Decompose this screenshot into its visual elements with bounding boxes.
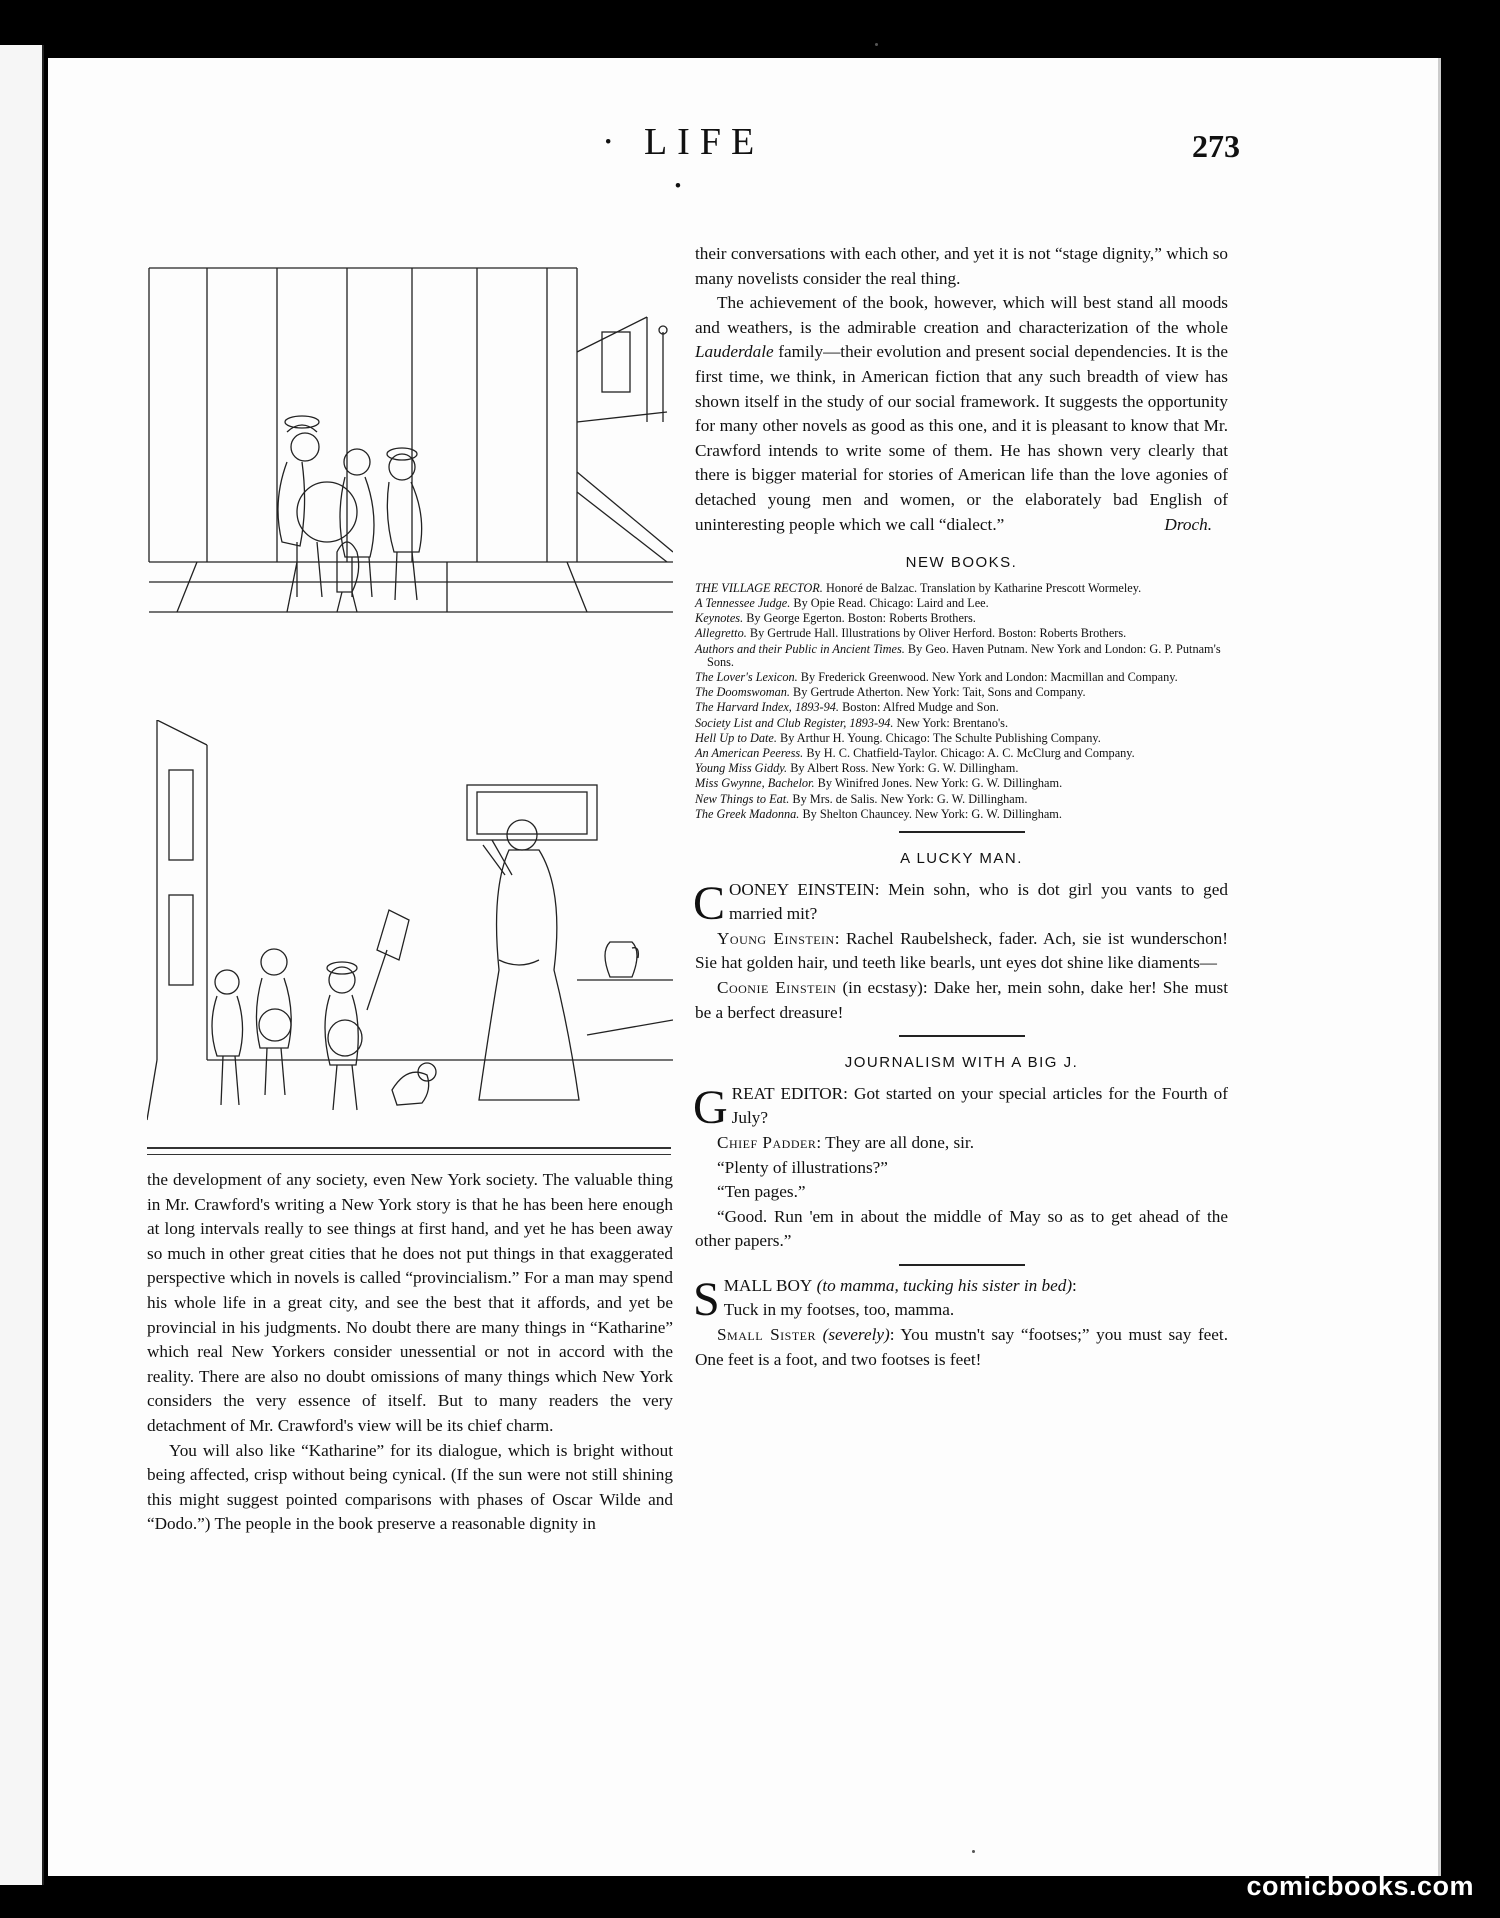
book-title: New Things to Eat.: [695, 791, 790, 806]
speaker-cooney: OONEY EINSTEIN: [729, 879, 875, 899]
journalism-line-5: “Good. Run 'em in about the middle of May so as to get ahead of the other papers.”: [695, 1206, 1228, 1251]
speaker-great-editor: REAT EDITOR: [731, 1083, 844, 1103]
book-entry: [695, 793, 1228, 806]
lucky-man-line-3: [695, 976, 1228, 1025]
book-details: New York: Brentano's.: [893, 715, 1009, 730]
book-title: Allegretto.: [695, 626, 747, 641]
book-entry: [695, 686, 1228, 699]
small-boy-colon: :: [1072, 1275, 1077, 1295]
review-signature: Droch.: [1164, 514, 1212, 534]
speaker-young-einstein: Young Einstein: [717, 928, 835, 948]
speaker-small-boy: MALL BOY: [723, 1275, 813, 1295]
journalism-line-2: [695, 1131, 1228, 1156]
section-rule: [899, 831, 1025, 833]
watermark: comicbooks.com: [1246, 1871, 1474, 1901]
book-entry: [695, 643, 1228, 669]
book-entry: [695, 612, 1228, 625]
book-details: By Winifred Jones. New York: G. W. Dillingham.: [814, 776, 1063, 791]
lucky-man-line-3-text: (in ecstasy): Dake her, mein sohn, dake her! She must be a berfect dreasure!: [695, 977, 1228, 1022]
lauderdale-italic: Lauderdale: [695, 342, 774, 362]
section-rule: [899, 1264, 1025, 1266]
right-paragraph-2a: The achievement of the book, however, which will best stand all moods and weathers, is the admirable creation and characterization of the whole: [695, 293, 1228, 337]
drop-cap-c: C: [693, 876, 726, 930]
small-boy-line-2-text: : You mustn't say “footses;” you must say feet. One feet is a foot, and two footses is feet!: [695, 1325, 1229, 1369]
small-boy-line-1: [693, 1272, 1228, 1326]
book-details: By Mrs. de Salis. New York: G. W. Dillingham.: [789, 791, 1028, 806]
book-details: By Albert Ross. New York: G. W. Dillingham.: [787, 761, 1019, 776]
small-boy-line-2: [695, 1323, 1228, 1372]
book-entry: [695, 717, 1228, 730]
left-paragraph-1: the development of any society, even New York society. The valuable thing in Mr. Crawford's writing a New York story is that he has been here enough at long intervals really to see things at first hand, and yet he has been away so much in other great cities that he does not put things in that exaggerated perspective which in novels is called “provincialism.” For a man may spend his whole life in a great city, and see the best that it affords, and yet be provincial in his judgments. No doubt there are many things in “Katharine” which real New Yorkers consider unessential or not in accord with the reality. There are also no doubt omissions of many things which New York considers the very essence of itself. But to many readers the very detachment of Mr. Crawford's view will be its chief charm.: [147, 1170, 673, 1435]
book-title: Hell Up to Date.: [695, 730, 777, 745]
book-details: By Gertrude Atherton. New York: Tait, Sons and Company.: [789, 685, 1086, 700]
book-entry: [695, 701, 1228, 714]
book-entry: [695, 627, 1228, 640]
lucky-man-line-1: [693, 876, 1228, 930]
adjacent-page-edge: [0, 45, 44, 1885]
illustration-boys-street-svg: [147, 262, 673, 632]
right-column: [695, 242, 1228, 1372]
journalism-line-2-text: : They are all done, sir.: [816, 1132, 974, 1152]
left-column: [147, 1168, 673, 1537]
book-entry: [695, 777, 1228, 790]
book-entry: [695, 671, 1228, 684]
book-title: THE VILLAGE RECTOR.: [695, 580, 823, 595]
journalism-line-4: “Ten pages.”: [717, 1182, 806, 1202]
print-speck: [875, 43, 878, 46]
speaker-coonie-einstein: Coonie Einstein: [717, 977, 837, 997]
masthead-title: · LIFE ·: [601, 121, 765, 207]
page-number: 273: [1192, 128, 1240, 164]
book-details: By Opie Read. Chicago: Laird and Lee.: [790, 595, 989, 610]
book-title: The Harvard Index, 1893-94.: [695, 700, 840, 715]
book-title: Authors and their Public in Ancient Times.: [695, 641, 905, 656]
book-details: By Frederick Greenwood. New York and London: Macmillan and Company.: [797, 669, 1178, 684]
journalism-line-1: [693, 1080, 1228, 1134]
book-entry: [695, 582, 1228, 595]
book-details: By Arthur H. Young. Chicago: The Schulte Publishing Company.: [776, 730, 1101, 745]
book-title: A Tennessee Judge.: [695, 595, 791, 610]
illustration-boys-and-woman: [147, 720, 673, 1125]
lucky-man-line-2: [695, 927, 1228, 976]
journalism-heading: JOURNALISM WITH A BIG J.: [844, 1054, 1079, 1072]
book-entry: [695, 747, 1228, 760]
book-entry: [695, 762, 1228, 775]
small-boy-line-1-text: Tuck in my footses, too, mamma.: [723, 1300, 955, 1320]
book-details: By George Egerton. Boston: Roberts Brothers.: [743, 611, 976, 626]
book-title: The Lover's Lexicon.: [695, 669, 798, 684]
illustration-boys-street: [147, 262, 673, 632]
new-books-heading: NEW BOOKS.: [905, 554, 1018, 572]
book-title: Young Miss Giddy.: [695, 761, 788, 776]
speaker-small-sister: Small Sister: [717, 1325, 817, 1345]
journalism-line-1-text: : Got started on your special articles for the Fourth of July?: [731, 1083, 1228, 1128]
book-details: By Gertrude Hall. Illustrations by Oliver Herford. Boston: Roberts Brothers.: [746, 626, 1127, 641]
book-details: By Shelton Chauncey. New York: G. W. Dillingham.: [799, 806, 1062, 821]
drop-cap-s: S: [693, 1272, 720, 1326]
illustration-divider: [147, 1147, 671, 1155]
section-rule: [899, 1035, 1025, 1037]
book-entry: [695, 597, 1228, 610]
book-title: The Doomswoman.: [695, 685, 790, 700]
print-speck: [972, 1850, 975, 1853]
book-details: Honoré de Balzac. Translation by Katharine Prescott Wormeley.: [822, 580, 1142, 595]
small-sister-stage-direction: (severely): [816, 1325, 890, 1345]
right-paragraph-1: their conversations with each other, and yet it is not “stage dignity,” which so many novelists consider the real thing.: [695, 244, 1228, 288]
small-boy-stage-direction: (to mamma, tucking his sister in bed): [812, 1275, 1073, 1295]
drop-cap-g: G: [693, 1080, 728, 1134]
left-paragraph-2: You will also like “Katharine” for its dialogue, which is bright without being affected, crisp without being cynical. (If the sun were not still shining this might suggest pointed comparisons with phases of Oscar Wilde and “Dodo.”) The people in the book preserve a reasonable dignity in: [147, 1440, 673, 1534]
book-entry: [695, 732, 1228, 745]
illustration-boys-and-woman-svg: [147, 720, 673, 1125]
right-paragraph-2b: family—their evolution and present social dependencies. It is the first time, we think, in American fiction that any such breadth of view has shown itself in the study of our social framework. It suggests the opportunity for many other novels as good as this one, and it is pleasant to know that Mr. Crawford intends to write some of them. He has shown very clearly that there is bigger material for stories of American life than the love agonies of detached young men and women, or the elaborately bad English of uninteresting people which we call “dialect.”: [695, 342, 1228, 534]
book-title: Miss Gwynne, Bachelor.: [695, 776, 815, 791]
book-details: Boston: Alfred Mudge and Son.: [839, 700, 999, 715]
book-title: Keynotes.: [695, 611, 744, 626]
right-paragraph-2: [695, 291, 1228, 537]
book-title: An American Peeress.: [695, 745, 804, 760]
journalism-line-3: “Plenty of illustrations?”: [717, 1157, 888, 1177]
lucky-man-line-1-text: : Mein sohn, who is dot girl you vants to ged married mit?: [729, 879, 1228, 924]
lucky-man-heading: A LUCKY MAN.: [900, 849, 1023, 867]
book-entry: [695, 808, 1228, 821]
book-details: By Geo. Haven Putnam. New York and London: G. P. Putnam's Sons.: [707, 641, 1221, 669]
book-details: By H. C. Chatfield-Taylor. Chicago: A. C. McClurg and Company.: [803, 745, 1135, 760]
book-title: The Greek Madonna.: [695, 806, 800, 821]
book-title: Society List and Club Register, 1893-94.: [695, 715, 894, 730]
new-books-list: [695, 582, 1228, 821]
speaker-chief-padder: Chief Padder: [717, 1132, 817, 1152]
lucky-man-line-2-text: : Rachel Raubelsheck, fader. Ach, sie ist wunderschon! Sie hat golden hair, und teeth like bearls, unt eyes dot shine like diaments—: [695, 928, 1229, 973]
